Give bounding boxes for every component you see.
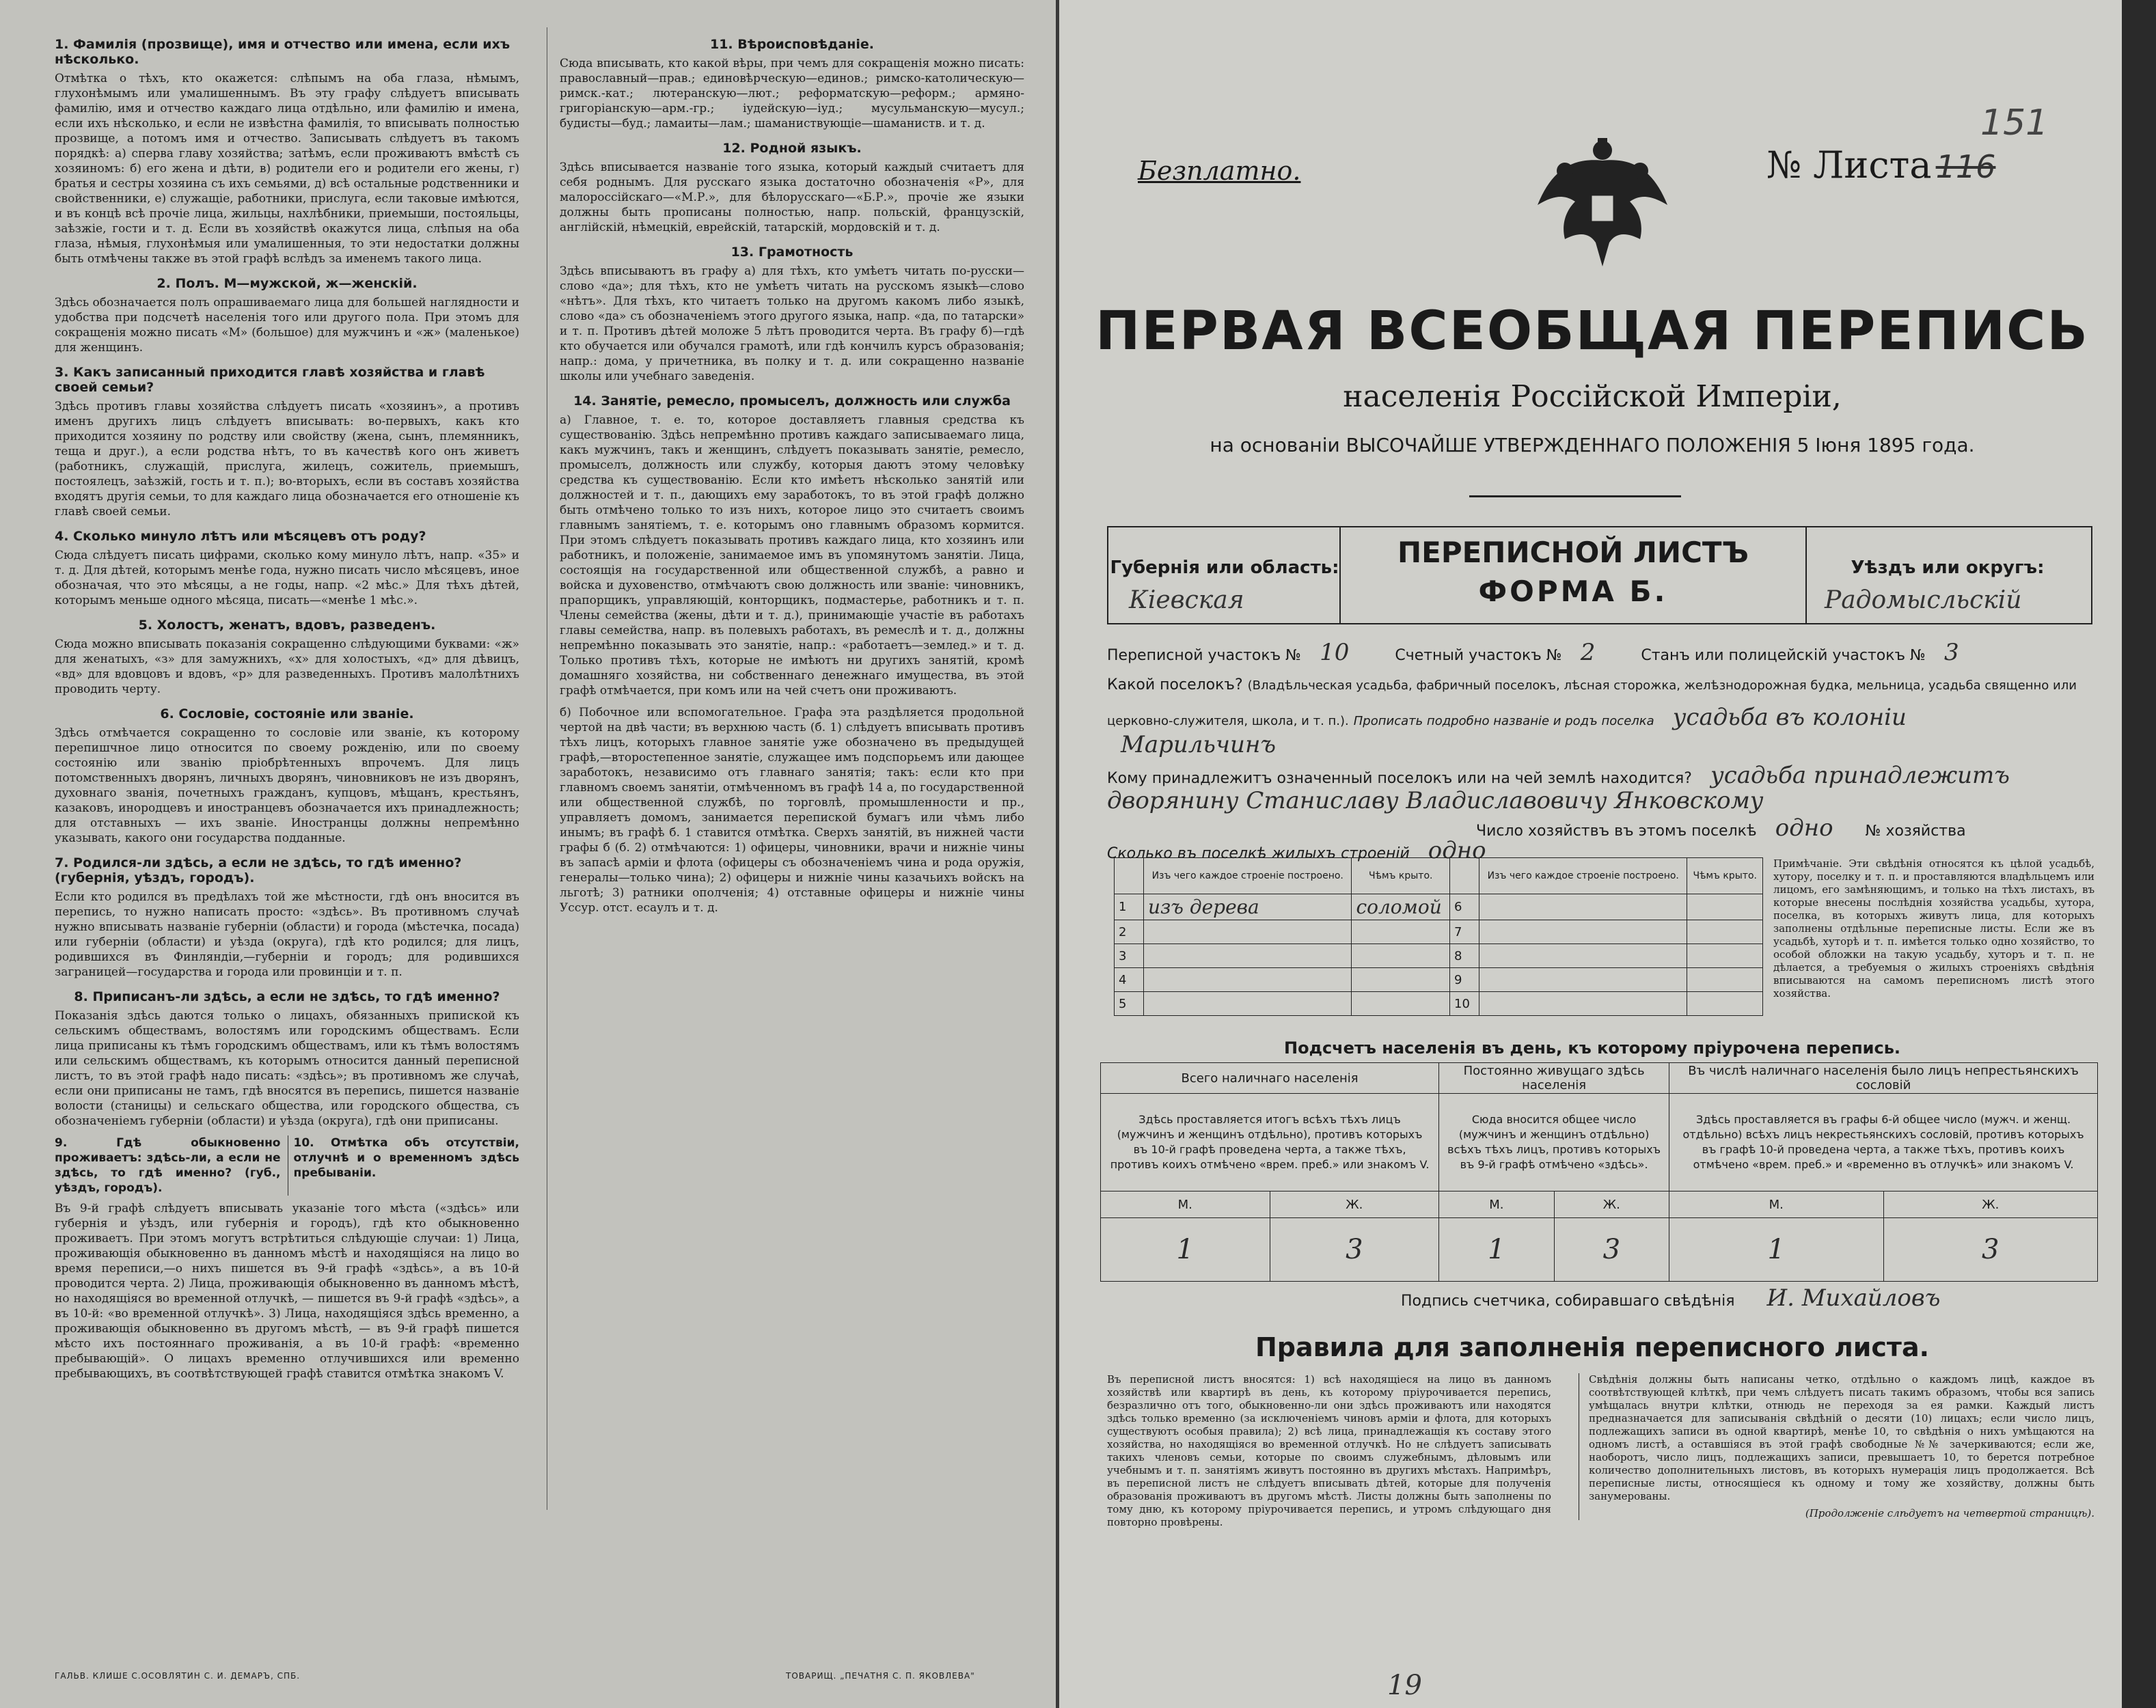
households-label: Число хозяйствъ въ этомъ поселкѣ [1476, 823, 1757, 840]
page-subtitle: населенія Россійской Имперіи, [1343, 379, 1842, 414]
signature-label: Подпись счетчика, собиравшаго свѣдѣнія [1401, 1293, 1735, 1310]
page-title: ПЕРВАЯ ВСЕОБЩАЯ ПЕРЕПИСЬ [1095, 301, 2089, 362]
buildings-count-value: одно [1428, 837, 1486, 864]
section-body: Здѣсь обозначается полъ опрашиваемаго лица для большей наглядности и удобства при подсчетѣ населенія того или другого пола. При этомъ для сокращенія можно писать «М» (большое) для мужчинъ и «ж» (маленькое) для женщинъ. [55, 296, 519, 355]
section-title: 11. Вѣроисповѣданіе. [709, 37, 875, 52]
census-district-label: Переписной участокъ № [1107, 647, 1302, 664]
rules-left-column: Въ переписной листъ вносятся: 1) всѣ находящіеся на лицо въ данномъ хозяйствѣ или квартирѣ въ день, къ которому пріурочивается перепись, безразлично отъ того, обыкновенно-ли они здѣсь проживаютъ или находятся здѣсь только временно (за исключеніемъ чиновъ арміи и флота, для которыхъ существуютъ особыя правила); 2) всѣ лица, принадлежащія къ составу этого хозяйства, но находящіяся во временной отлучкѣ. Но не слѣдуетъ записывать такихъ членовъ семьи, которые по своимъ служебнымъ, дѣловымъ или учебнымъ и т. п. занятіямъ живутъ постоянно въ другихъ мѣстахъ. Напримѣръ, въ переписной листъ не слѣдуетъ вписывать дѣтей, которые для полученія образованія проживаютъ въ другомъ мѣстѣ. Листы должны быть заполнены по тому дню, къ которому пріурочивается перепись, и утромъ слѣдующаго дня повторно провѣрены. [1107, 1373, 1551, 1528]
settlement-value: усадьба въ колоніи [1672, 704, 1907, 731]
nonpeasant-header: Въ числѣ наличнаго населенія было лицъ непрестьянскихъ сословій [1669, 1063, 2098, 1094]
table-row: 2 7 [1115, 920, 1763, 944]
section-body: а) Главное, т. е. то, которое доставляетъ главныя средства къ существованію. Здѣсь непремѣнно противъ каждаго записываемаго лица, какъ мужчинъ, такъ и женщинъ, слѣдуетъ показывать занятіе, ремесло, промыселъ, должность или службу, которыя даютъ этому человѣку средства къ существованію. Если кто имѣетъ нѣсколько занятій или должностей и т. п., дающихъ ему заработокъ, то въ этой графѣ должно быть отмѣчено только то изъ нихъ, которое лицо это считаетъ своимъ главнымъ занятіемъ, т. е. которымъ оно главнымъ образомъ кормится. При этомъ слѣдуетъ показывать противъ каждаго лица, кто хозяинъ или работникъ, и положеніе, занимаемое имъ въ упомянутомъ занятіи. Лица, состоящія на государственной или общественной службѣ, а равно и войска и духовенство, отмѣчаютъ свою должность или званіе: чиновникъ, прапорщикъ, управляющій, конторщикъ, подмастерье, работникъ и т. п. Члены семейства (жены, дѣти и т. д.), принимающіе участіе въ работахъ главы семейства, напр. въ полевыхъ работахъ, въ ремеслѣ и т. д., должны непремѣнно показывать это занятіе, напр.: «работаетъ—землед.» и т. д. Только противъ тѣхъ, которые не имѣютъ ни другихъ занятій, кромѣ домашняго хозяйства, ни собственнаго денежнаго имущества, въ этой графѣ отмѣчается, при комъ или на чей счетъ они проживаютъ. [560, 413, 1024, 698]
police-district-label: Станъ или полицейскій участокъ № [1641, 647, 1926, 664]
settlement-name-row [1107, 704, 2091, 731]
section-body: Сюда вписывать, кто какой вѣры, при чемъ для сокращенія можно писать: православный—прав.; единовѣрческую—единов.; римско-католическую—римск.-кат.; лютеранскую—лют.; реформатскую—реформ.; армяно-григоріанскую—арм.-гр.; іудейскую—іуд.; мусульманскую—мусул.; будисты—буд.; ламаиты—лам.; шаманиствующіе—шаманиств. и т. д. [560, 57, 1024, 130]
count-district-value: 2 [1580, 639, 1596, 666]
section-title: 2. Полъ. М—мужской, ж—женскій. [156, 276, 418, 291]
sheet-number [1766, 143, 1995, 187]
section-12 [560, 141, 1024, 235]
sheet-number-label: № Листа [1766, 143, 1932, 187]
district-value: Радомысльскій [1825, 586, 2022, 614]
owner-name-value: дворянину Станиславу Владиславовичу Янковскому [1107, 787, 1764, 814]
settlement-hint-3: Прописать подробно названіе и родъ поселка [1353, 714, 1654, 728]
roof-header: Чѣмъ крыто. [1687, 858, 1763, 894]
settlement-type-row [1107, 676, 2091, 693]
form-type: ФОРМА Б. [1478, 575, 1668, 608]
settlement-name-value: Марильчинъ [1121, 731, 1277, 758]
settlement-hint: (Владѣльческая усадьба, фабричный поселокъ, лѣсная сторожка, желѣзнодорожная будка, мельница, усадьба священно или [1247, 678, 2077, 693]
section-body: Сюда слѣдуетъ писать цифрами, сколько кому минуло лѣтъ, напр. «35» и т. д. Для дѣтей, которымъ менѣе года, нужно писать число мѣсяцевъ, иное обозначая, что это мѣсяцы, а не годы, напр. «2 мѣс.» Для тѣхъ дѣтей, которымъ меньше одного мѣсяца, писать—«менѣе 1 мѣс.». [55, 549, 519, 607]
right-page [1059, 0, 2125, 1708]
table-row: 1 изъ дерева соломой 6 [1115, 894, 1763, 920]
section-9-title: 9. Гдѣ обыкновенно проживаетъ: здѣсь-ли, а если не здѣсь, то гдѣ именно? (губ., уѣздъ, городъ). [55, 1136, 281, 1195]
owner-row-2 [1107, 787, 2091, 814]
table-row: 3 8 [1115, 944, 1763, 968]
section-title: 4. Сколько минуло лѣтъ или мѣсяцевъ отъ роду? [55, 529, 426, 544]
instructions-column-2 [547, 27, 1024, 1510]
section-title: 6. Сословіе, состояніе или званіе. [160, 706, 414, 721]
population-count-table [1100, 1062, 2098, 1282]
permanent-header: Постоянно живущаго здѣсь населенія [1439, 1063, 1669, 1094]
section-8 [55, 989, 519, 1129]
section-13 [560, 245, 1024, 384]
police-district-value: 3 [1943, 639, 1959, 666]
table-row: 5 10 [1115, 992, 1763, 1016]
section-body: б) Побочное или вспомогательное. Графа эта раздѣляется продольной чертой на двѣ части; въ верхнюю часть (б. 1) слѣдуетъ вписывать противъ тѣхъ лицъ, которыхъ главное занятіе уже обозначено въ предыдущей графѣ,—второстепенное занятіе, служащее имъ подспорьемъ или дающее заработокъ, независимо отъ главнаго занятія; такъ: если кто при главномъ своемъ занятіи, отмѣченномъ въ графѣ 14 а, по государственной или общественной службѣ, по торговлѣ, промышленности и пр., управляетъ домомъ, занимается перепиской бумагъ или чѣмъ либо инымъ; въ графѣ б. 1 ставится отмѣтка. Сверхъ занятій, въ нижней части графы б (б. 2) отмѣчаются: 1) офицеры, чиновники, врачи и нижніе чины въ запасѣ арміи и флота (офицеры съ обозначеніемъ чина и рода оружія, генералы—только чина); 2) офицеры и нижніе чины казачьихъ войскъ на льготѣ; 3) ратники ополченія; 4) отставные офицеры и нижніе чины Уссур. отст. есаулъ и т. д. [560, 706, 1024, 915]
settlement-name-row-2 [1107, 731, 2091, 758]
owner-label: Кому принадлежитъ означенный поселокъ или на чей землѣ находится? [1107, 770, 1692, 787]
section-body: Показанія здѣсь даются только о лицахъ, обязанныхъ припиской къ сельскимъ обществамъ, волостямъ или городскимъ обществамъ. Если лица приписаны къ тѣмъ городскимъ обществамъ, или къ тѣмъ волостямъ или сельскимъ обществамъ, къ которымъ относится данный переписной листъ, то въ этой графѣ надо писать: «здѣсь»; въ противномъ же случаѣ, если они приписаны не тамъ, гдѣ вносятся въ перепись, пишется названіе волости (станицы) и сельскаго общества, или городского общества, съ обозначеніемъ губерніи (области) и уѣзда (округа), гдѣ они приписаны. [55, 1009, 519, 1128]
section-body: Сюда можно вписывать показанія сокращенно слѣдующими буквами: «ж» для женатыхъ, «з» для замужнихъ, «х» для холостыхъ, «д» для дѣвицъ, «вд» для вдовцовъ и вдовъ, «р» для разведенныхъ. Противъ малолѣтнихъ проводить черту. [55, 637, 519, 696]
section-1 [55, 37, 519, 266]
province-box [1107, 526, 1341, 624]
instructions-column-1 [55, 27, 519, 1388]
section-7 [55, 855, 519, 980]
section-title: 12. Родной языкъ. [722, 141, 862, 156]
left-page [0, 0, 1056, 1708]
table-row: 4 9 [1115, 968, 1763, 992]
double-headed-eagle-icon [1524, 130, 1681, 287]
section-body: Здѣсь отмѣчается сокращенно то сословіе или званіе, къ которому перепишчное лицо относится по своему рожденію, или по своему состоянію или званію пріобрѣтенныхъ впрочемъ. Для лицъ потомственныхъ дворянъ, личныхъ дворянъ, чиновниковъ не изъ дворянъ, духовнаго званія, почетныхъ гражданъ, купцовъ, мѣщанъ, крестьянъ, казаковъ, инородцевъ и иностранцевъ обозначается ихъ принадлежность; для отставныхъ — ихъ званіе. Иностранцы должны непремѣнно указывать, какого они государства подданные. [55, 726, 519, 845]
section-body: Если кто родился въ предѣлахъ той же мѣстности, гдѣ онъ вносится въ перепись, то нужно написать просто: «здѣсь». Въ противномъ случаѣ нужно вписывать названіе губерніи (области) и города (мѣстечка, посада) или губерніи (области) и уѣзда (округа), гдѣ кто родился; для лицъ, родившихся въ Финляндіи,—губерніи и городъ; для родившихся заграницей—государства и города или провинціи и т. п. [55, 890, 519, 979]
section-title: 3. Какъ записанный приходится главѣ хозяйства и главѣ своей семьи? [55, 365, 485, 395]
buildings-table [1114, 857, 1763, 1016]
census-district-value: 10 [1320, 639, 1350, 666]
count-district-label: Счетный участокъ № [1395, 647, 1562, 664]
section-5 [55, 618, 519, 697]
section-title: 7. Родился-ли здѣсь, а если не здѣсь, то гдѣ именно? (губернія, уѣздъ, городъ). [55, 855, 462, 885]
table-row: 1 3 1 3 1 3 [1101, 1218, 2098, 1282]
archive-page-number: 151 [1980, 102, 2049, 143]
owner-value: усадьба принадлежитъ [1710, 762, 2010, 789]
section-14b [560, 705, 1024, 915]
continued-note: (Продолженіе слѣдуетъ на четвертой страницѣ). [1805, 1507, 2094, 1519]
buildings-count-label: Сколько въ поселкѣ жилыхъ строеній [1107, 845, 1410, 862]
household-number-label: № хозяйства [1865, 823, 1966, 840]
rules-right-column [1579, 1373, 2094, 1520]
district-box [1804, 526, 2092, 624]
form-title-box [1339, 526, 1807, 624]
table-header [1101, 1063, 2098, 1094]
rules-text: Свѣдѣнія должны быть написаны четко, отдѣльно о каждомъ лицѣ, каждое въ соотвѣтствующей клѣткѣ, при чемъ слѣдуетъ писать такимъ образомъ, чтобы вся запись умѣщалась внутри клѣтки, отнюдь не переходя за ея рамки. Каждый листъ предназначается для записыванія свѣдѣній о десяти (10) лицахъ; если число лицъ, подлежащихъ записи въ одной квартирѣ, менѣе 10, то свѣдѣнія о нихъ умѣщаются на одномъ листѣ, а оставшіяся въ этой графѣ свободные №№ зачеркиваются; если же, наоборотъ, число лицъ, подлежащихъ записи, превышаетъ 10, то берется потребное количество дополнительныхъ листовъ, въ которыхъ нумерація лицъ продолжается. Всѣ переписные листы, относящіеся къ одному и тому же хозяйству, должны быть занумерованы. [1589, 1373, 2094, 1502]
divider [1469, 495, 1681, 497]
rules-title: Правила для заполненія переписного листа. [1255, 1332, 1930, 1362]
section-title: 1. Фамилія (прозвище), имя и отчество или имена, если ихъ нѣсколько. [55, 37, 510, 67]
section-title: 14. Занятіе, ремесло, промыселъ, должность или служба [573, 394, 1011, 409]
section-11 [560, 37, 1024, 131]
signature-value: И. Михайловъ [1766, 1284, 1941, 1312]
form-header [1107, 526, 2091, 622]
section-2 [55, 276, 519, 355]
enumerator-signature [1401, 1284, 1940, 1312]
printer-imprint-right: ТОВАРИЩ. „ПЕЧАТНЯ С. П. ЯКОВЛЕВА" [786, 1671, 975, 1681]
section-body: Въ 9-й графѣ слѣдуетъ вписывать указаніе того мѣста («здѣсь» или губернія и уѣздъ, или губернія и городъ), гдѣ кто обыкновенно проживаетъ. При этомъ могутъ встрѣтиться слѣдующіе случаи: 1) Лица, проживающія обыкновенно въ данномъ мѣстѣ и находящіяся на лицо во время переписи,—о нихъ пишется въ 9-й графѣ «здѣсь», а въ 10-й проводится черта. 2) Лица, проживающія обыкновенно въ данномъ мѣстѣ, но находящіяся во временной отлучкѣ, — пишется въ 9-й графѣ «здѣсь», а въ 10-й: «во временной отлучкѣ». 3) Лица, находящіяся здѣсь временно, а проживающія обыкновенно въ другомъ мѣстѣ, — въ 9-й графѣ пишется мѣсто ихъ постояннаго проживанія, а въ 10-й графѣ: «временно пребывающій». О лицахъ временно отлучившихся или временно пребывающихъ, въ соотвѣтствующей графѣ ставится отмѣтка знакомъ V. [55, 1202, 519, 1381]
section-14 [560, 394, 1024, 698]
settlement-hint-2: церковно-служителя, школа, и т. п.). [1107, 714, 1349, 728]
legal-basis: на основаніи ВЫСОЧАЙШЕ УТВЕРЖДЕННАГО ПОЛОЖЕНІЯ 5 Іюня 1895 года. [1210, 434, 1975, 456]
province-value: Кіевская [1129, 586, 1244, 614]
section-title: 13. Грамотность [731, 245, 854, 260]
bottom-handwritten-number: 19 [1387, 1670, 1422, 1701]
printer-imprint-left: ГАЛЬВ. КЛИШЕ С.ОСОВЛЯТИН С. И. ДЕМАРЪ, СПБ. [55, 1671, 301, 1681]
sheet-number-value: 116 [1935, 148, 1996, 185]
district-label: Уѣздъ или округъ: [1851, 557, 2045, 578]
material-header: Изъ чего каждое строеніе построено. [1479, 858, 1687, 894]
section-3 [55, 365, 519, 519]
province-label: Губернія или область: [1110, 557, 1339, 578]
section-9-10-heading [55, 1135, 519, 1196]
roof-header: Чѣмъ крыто. [1352, 858, 1450, 894]
section-4 [55, 529, 519, 608]
material-header: Изъ чего каждое строеніе построено. [1144, 858, 1352, 894]
form-title: ПЕРЕПИСНОЙ ЛИСТЪ [1397, 536, 1749, 569]
total-header: Всего наличнаго населенія [1101, 1063, 1439, 1094]
section-6 [55, 706, 519, 846]
section-body: Здѣсь противъ главы хозяйства слѣдуетъ писать «хозяинъ», а противъ именъ другихъ лицъ слѣдуетъ вписывать: во-первыхъ, какъ кто приходится хозяину по родству или свойству (жена, сынъ, племянникъ, теща и друг.), а если родства нѣтъ, то въ качествѣ кого онъ живетъ (работникъ, служащій, прислуга, жилецъ, сожитель, приемышъ, постоялецъ, заѣзжій, гость и т. п.); во-вторыхъ, если въ составъ хозяйства входятъ другія семьи, то для каждаго лица обозначается его отношеніе къ главѣ своей семьи. [55, 400, 519, 519]
section-10-title: 10. Отмѣтка объ отсутствіи, отлучнѣ и о временномъ здѣсь пребываніи. [288, 1135, 520, 1196]
section-title: 8. Приписанъ-ли здѣсь, а если не здѣсь, то гдѣ именно? [74, 989, 500, 1004]
table-header [1115, 858, 1763, 894]
section-body: Здѣсь вписывается названіе того языка, который каждый считаетъ для себя роднымъ. Для русскаго языка достаточно обозначенія «Р», для малороссійскаго—«М.Р.», для бѣлорусскаго—«Б.Р.», прочіе же языки должны быть прописаны полностью, напр. польскій, французскій, англійскій, нѣмецкій, еврейскій, татарскій, мордовскій и т. д. [560, 161, 1024, 234]
section-title: 5. Холостъ, женатъ, вдовъ, разведенъ. [138, 618, 436, 633]
households-value: одно [1775, 814, 1833, 842]
free-label: Безплатно. [1138, 156, 1301, 186]
section-body: Здѣсь вписываютъ въ графу а) для тѣхъ, кто умѣетъ читать по-русски—слово «да»; для тѣхъ, кто не умѣетъ читать на русскомъ языкѣ—слово «нѣтъ». Для тѣхъ, кто читаетъ только на другомъ какомъ либо языкѣ, слово «да» съ обозначеніемъ этого другого языка, напр. «да, по татарски» и т. п. Противъ дѣтей моложе 5 лѣтъ проводится черта. Въ графу б)—гдѣ кто обучается или обучался грамотѣ, или гдѣ кончилъ курсъ образованія; напр.: дома, у причетника, въ полку и т. д. или сокращенно названіе школы или учебнаго заведенія. [560, 264, 1024, 383]
census-sections-row [1107, 639, 2091, 666]
buildings-note: Примѣчаніе. Эти свѣдѣнія относятся къ цѣлой усадьбѣ, хутору, поселку и т. п. и проставляются владѣльцемъ или лицомъ, его замѣняющимъ, и только на тѣхъ листахъ, въ которые внесены послѣднія хозяйства усадьбы, хутора, поселка, въ которыхъ живутъ лица, для которыхъ заполнены отдѣльные переписные листы. Если же въ усадьбѣ, хуторѣ и т. п. имѣется только одно хозяйство, то особой обложки на такую усадьбу, хуторъ и т. п. не дѣлается, а требуемыя о жилыхъ строеніяхъ свѣдѣнія вписываются на самомъ переписномъ листѣ этого хозяйства. [1773, 857, 2094, 1000]
table-description-row: Здѣсь проставляется итогъ всѣхъ тѣхъ лицъ (мужчинъ и женщинъ отдѣльно), противъ которыхъ въ 10-й графѣ проведена черта, а также тѣхъ, противъ коихъ отмѣчено «врем. преб.» или знакомъ V. Сюда вносится общее число (мужчинъ и женщинъ отдѣльно) всѣхъ тѣхъ лицъ, противъ которыхъ въ 9-й графѣ отмѣчено «здѣсь». Здѣсь проставляется въ графы 6-й общее число (мужч. и женщ. отдѣльно) всѣхъ лицъ некрестьянскихъ сословій, противъ которыхъ въ графѣ 10-й проведена черта, а также тѣхъ, противъ коихъ отмѣчено «врем. преб.» и «временно въ отлучкѣ» или знакомъ V. [1101, 1094, 2098, 1192]
section-body: Отмѣтка о тѣхъ, кто окажется: слѣпымъ на оба глаза, нѣмымъ, глухонѣмымъ или умалишеннымъ. Въ эту графу слѣдуетъ вписывать фамилію, имя и отчество каждаго лица отдѣльно, или фамилію и имена, если ихъ нѣсколько, и если не извѣстна фамилія, то вписывать полностью прозвище, а потомъ имя и отчество. Записывать слѣдуетъ въ такомъ порядкѣ: а) сперва главу хозяйства; затѣмъ, если проживаютъ вмѣстѣ съ хозяиномъ: б) его жена и дѣти, в) родители его и родители его жены, г) братья и сестры хозяина съ ихъ семьями, д) всѣ остальные родственники и свойственники, е) служащіе, работники, прислуга, если таковые имѣются, и въ концѣ всѣ прочіе лица, жильцы, нахлѣбники, приемыши, постояльцы, заѣзжіе, гости и т. д. Если въ хозяйствѣ окажутся лица, слѣпыя на оба глаза, нѣмыя, глухонѣмыя или умалишенныя, то эти недостатки должны быть отмѣчены также въ этой графѣ вслѣдъ за именемъ такого лица. [55, 72, 519, 266]
page-edge [2122, 0, 2156, 1708]
owner-row [1107, 762, 2091, 789]
settlement-label: Какой поселокъ? [1107, 676, 1243, 693]
population-count-title: Подсчетъ населенія въ день, къ которому пріурочена перепись. [1284, 1038, 1900, 1058]
table-sex-row: М. Ж. М. Ж. М. Ж. [1101, 1192, 2098, 1218]
